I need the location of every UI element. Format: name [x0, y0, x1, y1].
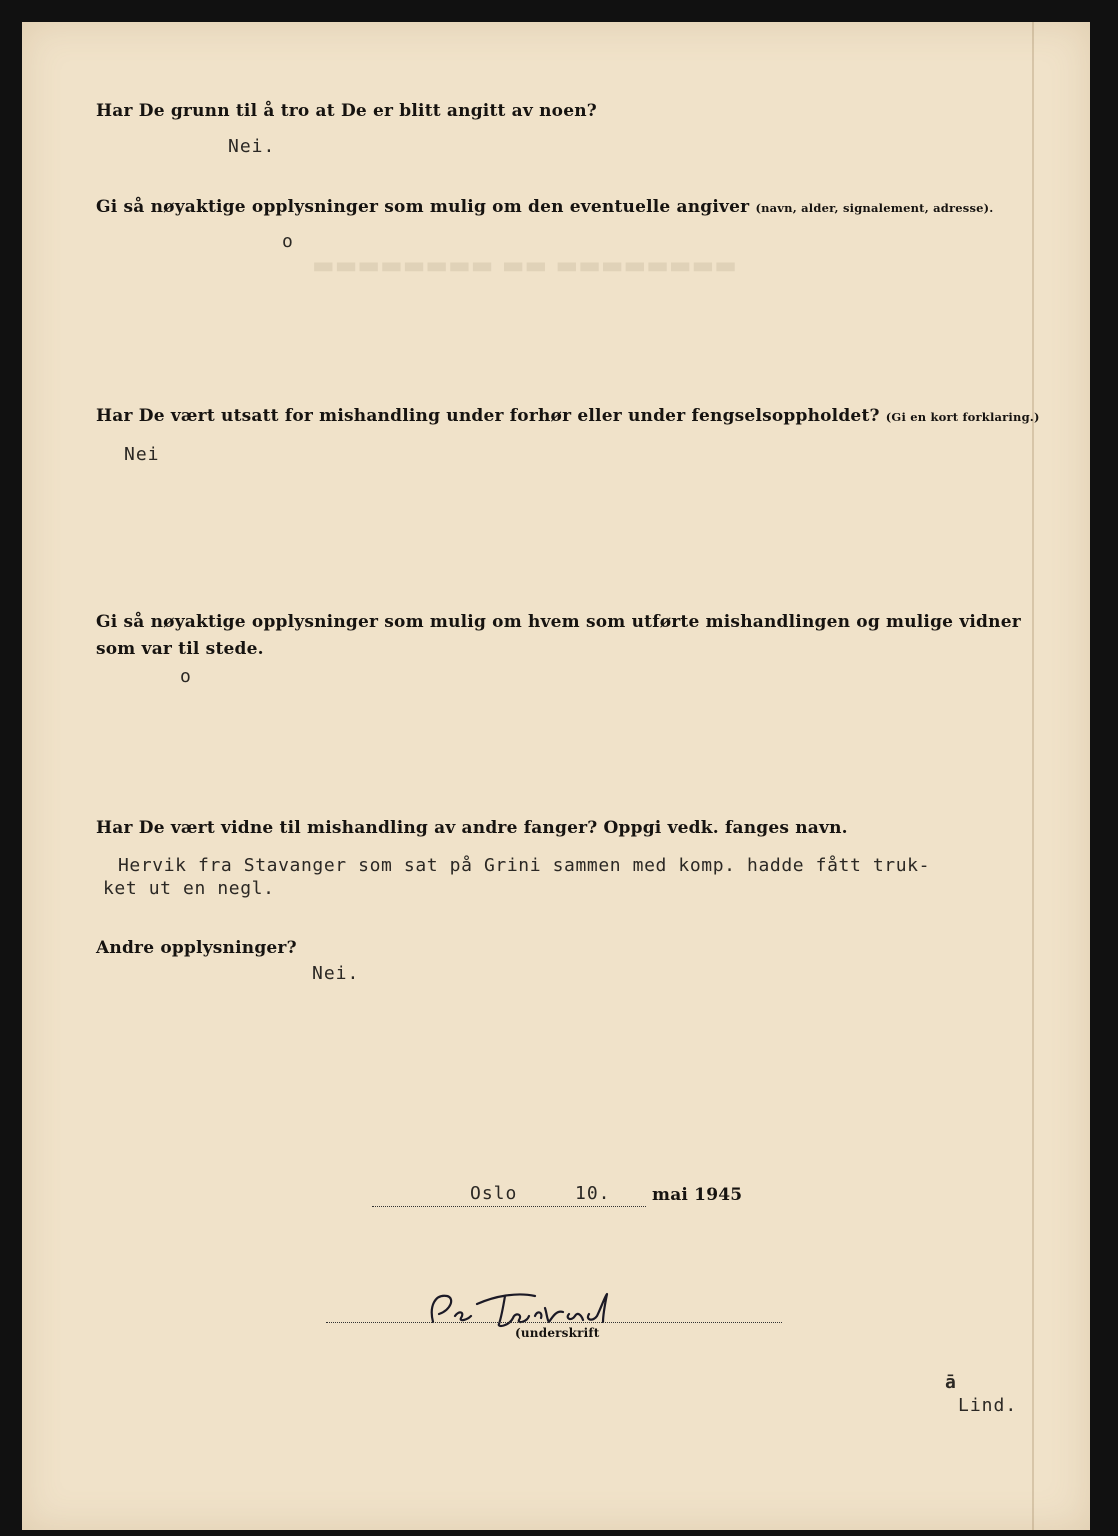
answer-6: Nei. [312, 963, 360, 984]
footer-initials: Lind. [958, 1395, 1018, 1416]
date-month-year: mai 1945 [652, 1185, 743, 1205]
question-6: Andre opplysninger? [96, 938, 297, 958]
answer-5-line-1: Hervik fra Stavanger som sat på Grini sammen med komp. hadde fått truk- [118, 855, 931, 876]
question-3-text: Har De vært utsatt for mishandling under forhør eller under fengselsoppholdet? [96, 406, 880, 426]
date-place: Oslo [470, 1183, 518, 1204]
signature-dotted-line [326, 1322, 782, 1323]
question-2-text: Gi så nøyaktige opplysninger som mulig om den eventuelle angiver [96, 197, 750, 217]
question-2 [96, 197, 993, 217]
question-3 [96, 406, 1040, 426]
question-4-line-2: som var til stede. [96, 639, 264, 659]
question-2-note: (navn, alder, signalement, adresse). [755, 201, 994, 215]
date-dotted-line [372, 1206, 646, 1207]
answer-4: o [180, 666, 192, 687]
answer-5-line-2: ket ut en negl. [103, 878, 275, 899]
answer-1: Nei. [228, 136, 276, 157]
question-5: Har De vært vidne til mishandling av andre fanger? Oppgi vedk. fanges navn. [96, 818, 848, 838]
page-fold-line [1032, 22, 1034, 1530]
question-1: Har De grunn til å tro at De er blitt angitt av noen? [96, 101, 597, 121]
bleed-through-text: ▬▬▬▬▬▬▬▬ ▬▬ ▬▬▬▬▬▬▬▬ [312, 250, 737, 279]
signature-label: (underskrift [515, 1326, 600, 1340]
answer-2: o [282, 231, 294, 252]
answer-3: Nei [124, 444, 160, 465]
stamp-mark: ā [945, 1372, 957, 1393]
question-3-note: (Gi en kort forklaring.) [885, 410, 1040, 424]
date-day: 10. [575, 1183, 611, 1204]
question-4-line-1: Gi så nøyaktige opplysninger som mulig om hvem som utførte mishandlingen og mulige vidner [96, 612, 1021, 632]
